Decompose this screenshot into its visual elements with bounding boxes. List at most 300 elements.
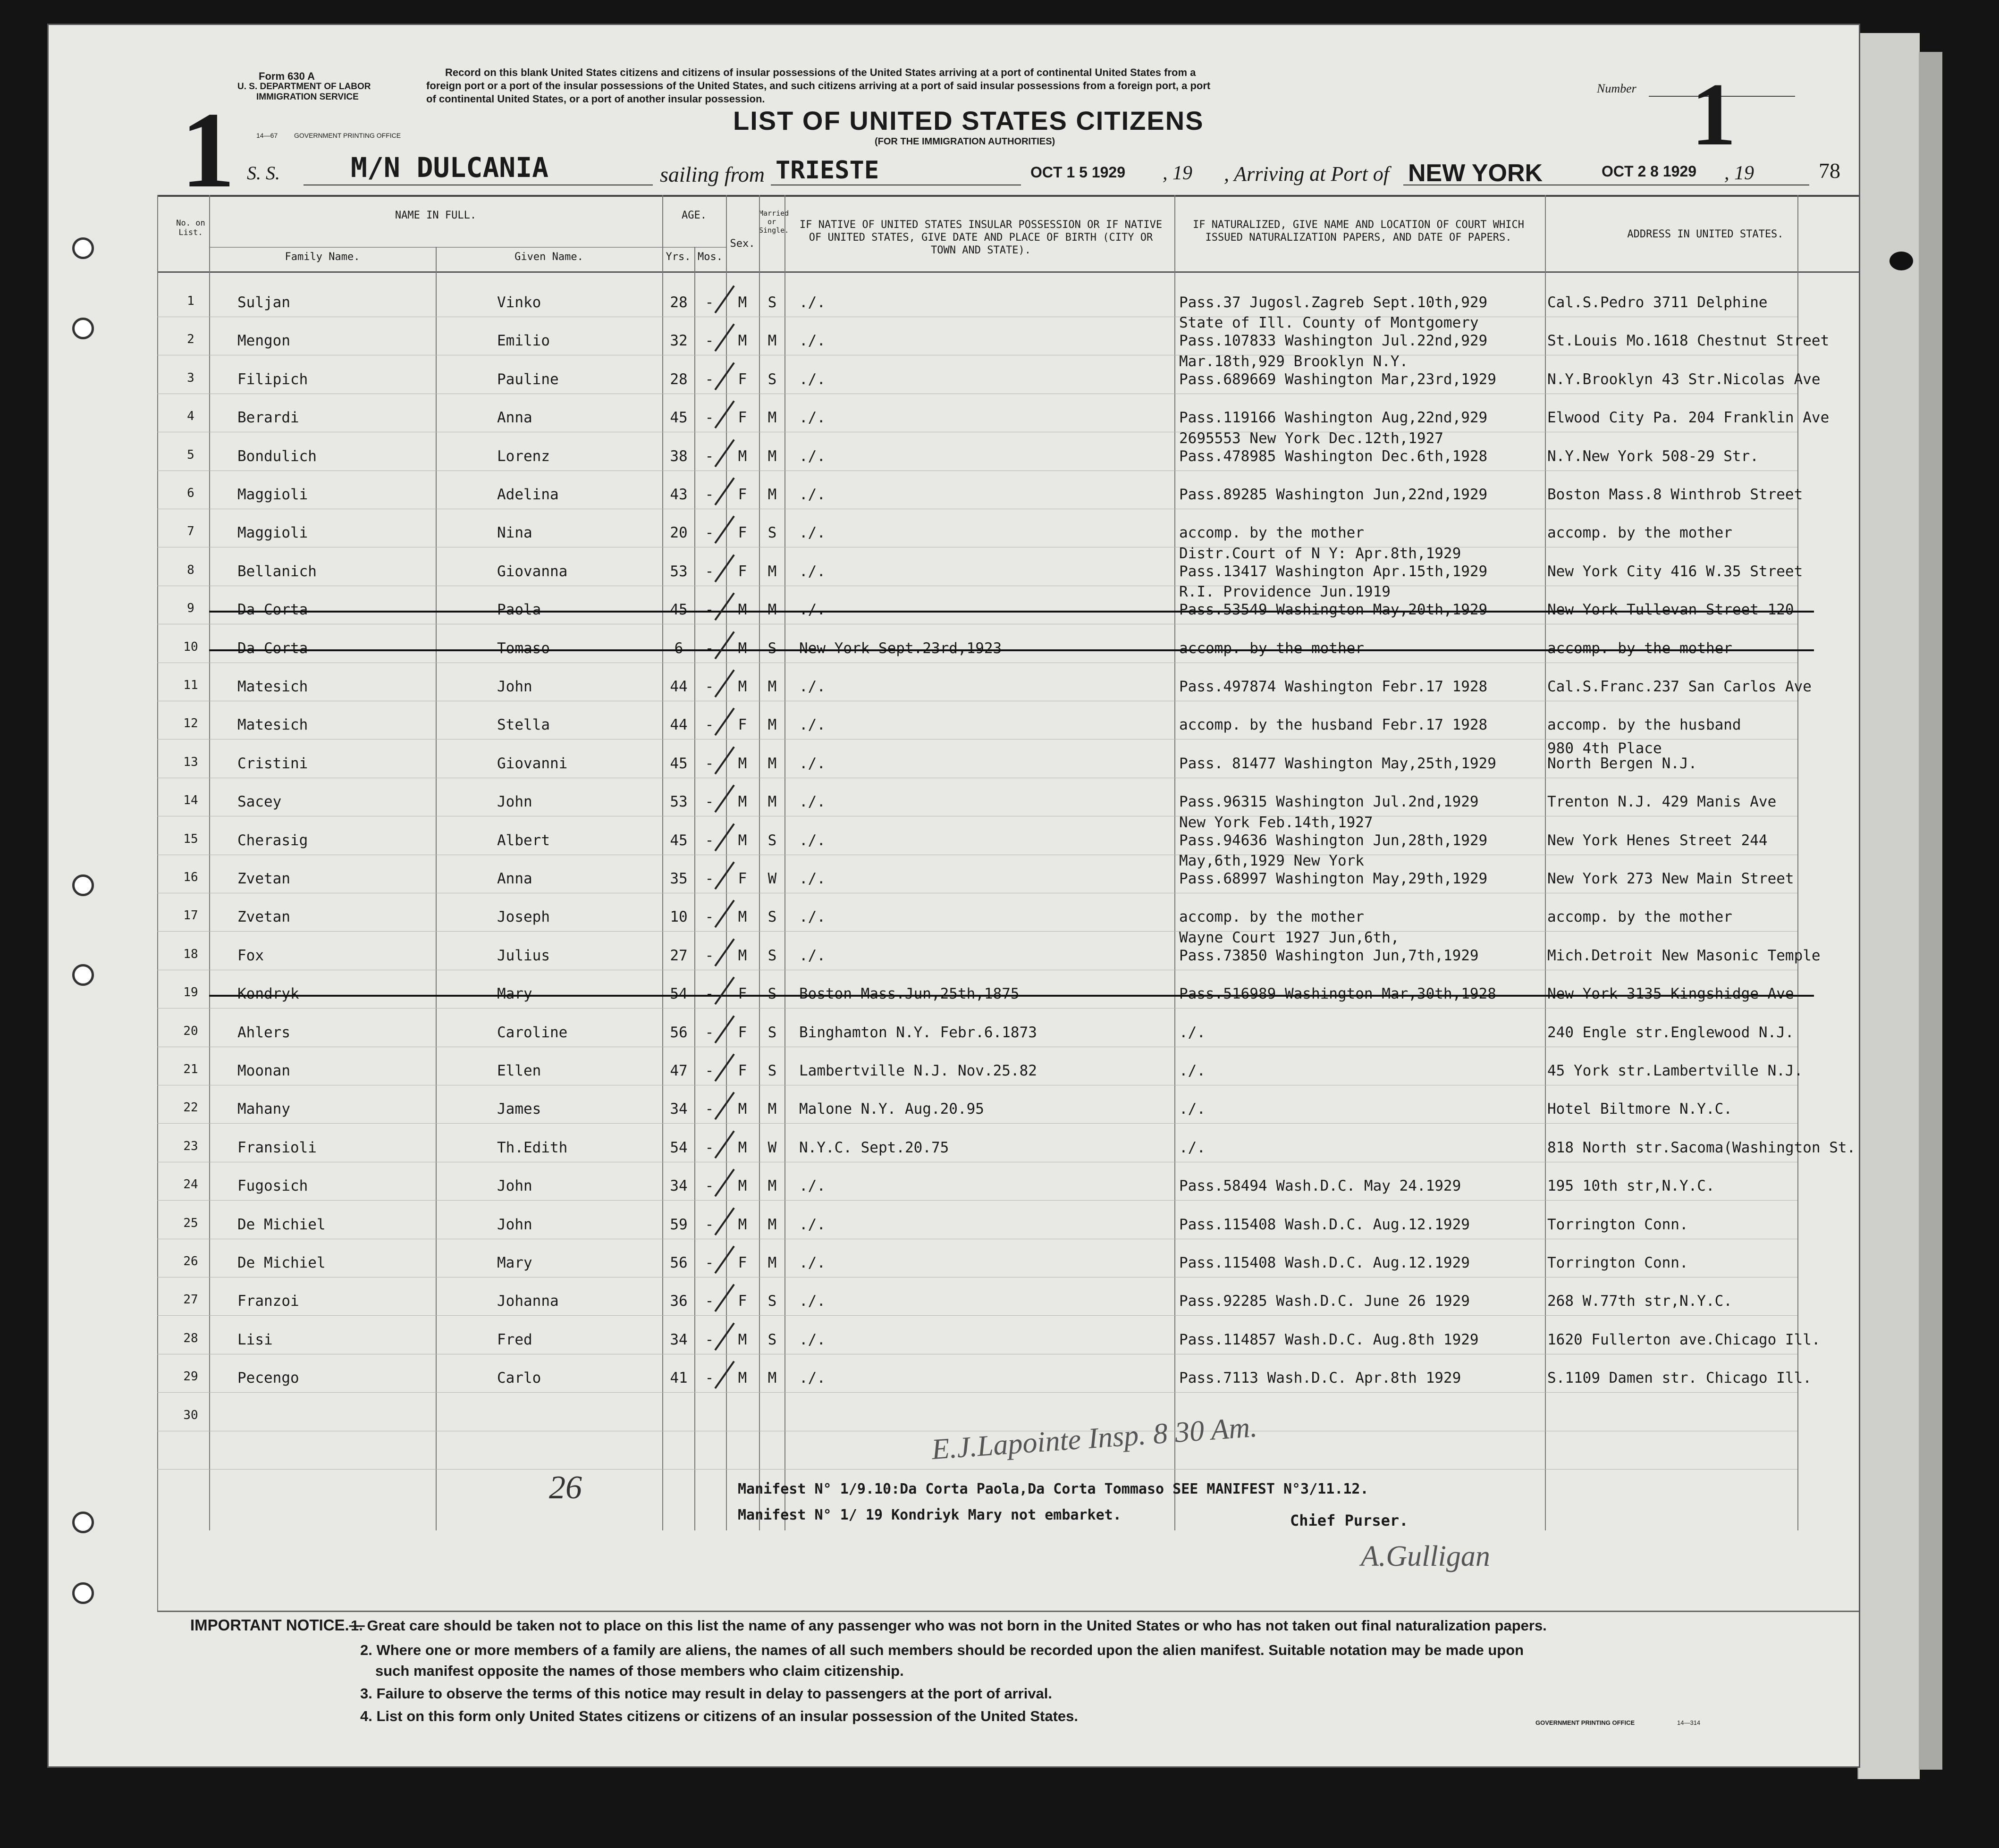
grid-line xyxy=(784,195,785,1530)
address: accomp. by the mother xyxy=(1547,639,1732,657)
sex: M xyxy=(738,294,747,311)
sex: M xyxy=(738,601,747,619)
naturalization-papers: ./. xyxy=(1179,1062,1206,1079)
birth-place: ./. xyxy=(799,409,826,427)
naturalization-court: Wayne Court 1927 Jun,6th, xyxy=(1179,929,1400,946)
inspector-signature: E.J.Lapointe Insp. 8 30 Am. xyxy=(930,1411,1258,1466)
family-name: Suljan xyxy=(237,294,290,311)
naturalization-papers: accomp. by the mother xyxy=(1179,639,1364,657)
birth-place: ./. xyxy=(799,1331,826,1348)
row-number: 3 xyxy=(187,370,194,385)
sex: M xyxy=(738,947,747,964)
row-number: 23 xyxy=(183,1139,198,1153)
address: North Bergen N.J. xyxy=(1547,755,1697,772)
given-name: Vinko xyxy=(497,294,541,311)
address: S.1109 Damen str. Chicago Ill. xyxy=(1547,1369,1812,1387)
marital-status: W xyxy=(768,870,777,887)
sex: M xyxy=(738,1369,747,1387)
age-years: 34 xyxy=(670,1177,688,1195)
address: New York Tullevan Street 120 xyxy=(1547,601,1794,619)
sex: M xyxy=(738,1216,747,1233)
family-name: Filipich xyxy=(237,370,308,388)
punch-hole xyxy=(72,237,94,259)
row-number: 21 xyxy=(183,1062,198,1076)
birth-place: ./. xyxy=(799,294,826,311)
notice-item-1: 1. Great care should be taken not to place on this list the name of any passenger who was not born in the United States or who has not taken out final naturalization papers. xyxy=(351,1617,1547,1634)
address: St.Louis Mo.1618 Chestnut Street xyxy=(1547,332,1830,350)
age-years: 56 xyxy=(670,1024,688,1041)
naturalization-papers: Pass.94636 Washington Jun,28th,1929 xyxy=(1179,832,1488,849)
age-months: - xyxy=(705,1177,714,1195)
marital-status: M xyxy=(768,678,777,695)
given-name: John xyxy=(497,793,532,811)
page-title: LIST OF UNITED STATES CITIZENS xyxy=(733,106,1204,135)
row-number: 29 xyxy=(183,1369,198,1384)
marital-status: M xyxy=(768,409,777,427)
naturalization-papers: Pass.92285 Wash.D.C. June 26 1929 xyxy=(1179,1293,1470,1310)
family-name: Maggioli xyxy=(237,524,308,542)
family-name: Maggioli xyxy=(237,486,308,503)
col-naturalization: IF NATURALIZED, GIVE NAME AND LOCATION OF COURT WHICH ISSUED NATURALIZATION PAPERS, AND DATE OF PAPERS. xyxy=(1193,219,1524,244)
agency-line-2: IMMIGRATION SERVICE xyxy=(256,92,359,102)
given-name: Emilio xyxy=(497,332,550,350)
birth-place: ./. xyxy=(799,832,826,849)
grid-line xyxy=(726,195,727,1530)
col-sex: Sex. xyxy=(730,238,755,250)
given-name: Joseph xyxy=(497,908,550,926)
marital-status: M xyxy=(768,332,777,350)
given-name: Th.Edith xyxy=(497,1139,568,1156)
row-number: 20 xyxy=(183,1024,198,1038)
family-name: Sacey xyxy=(237,793,282,811)
address: Elwood City Pa. 204 Franklin Ave xyxy=(1547,409,1830,427)
sailing-date: OCT 1 5 1929 xyxy=(1030,164,1125,181)
naturalization-court: 2695553 New York Dec.12th,1927 xyxy=(1179,429,1443,447)
age-years: 27 xyxy=(670,947,688,964)
family-name: Zvetan xyxy=(237,870,290,887)
row-number: 9 xyxy=(187,601,194,616)
birth-place: Boston Mass.Jun,25th,1875 xyxy=(799,985,1020,1003)
given-name: Giovanna xyxy=(497,563,568,580)
marital-status: M xyxy=(768,486,777,503)
age-months: - xyxy=(705,563,714,580)
age-months: - xyxy=(705,793,714,811)
naturalization-papers: Pass.89285 Washington Jun,22nd,1929 xyxy=(1179,486,1488,503)
address: 240 Engle str.Englewood N.J. xyxy=(1547,1024,1794,1041)
sex: M xyxy=(738,1331,747,1348)
sex: F xyxy=(738,985,747,1003)
arrival-date: OCT 2 8 1929 xyxy=(1602,163,1696,180)
row-number: 13 xyxy=(183,755,198,769)
family-name: Pecengo xyxy=(237,1369,299,1387)
sex: M xyxy=(738,755,747,772)
age-months: - xyxy=(705,755,714,772)
notice-heading: IMPORTANT NOTICE.— xyxy=(190,1616,365,1634)
naturalization-papers: Pass.73850 Washington Jun,7th,1929 xyxy=(1179,947,1479,964)
birth-place: Binghamton N.Y. Febr.6.1873 xyxy=(799,1024,1037,1041)
birth-place: ./. xyxy=(799,601,826,619)
chief-purser-label: Chief Purser. xyxy=(1290,1512,1409,1529)
naturalization-court: State of Ill. County of Montgomery xyxy=(1179,314,1479,332)
sex: M xyxy=(738,332,747,350)
naturalization-papers: Pass.37 Jugosl.Zagreb Sept.10th,929 xyxy=(1179,294,1488,311)
row-number: 22 xyxy=(183,1100,198,1115)
age-months: - xyxy=(705,1062,714,1079)
given-name: Caroline xyxy=(497,1024,568,1041)
sex: F xyxy=(738,563,747,580)
address: 818 North str.Sacoma(Washington St. xyxy=(1547,1139,1856,1156)
row-number: 7 xyxy=(187,524,194,539)
birth-place: Lambertville N.J. Nov.25.82 xyxy=(799,1062,1037,1079)
family-name: Matesich xyxy=(237,678,308,695)
address: New York 3135 Kingshidge Ave xyxy=(1547,985,1794,1003)
given-name: Albert xyxy=(497,832,550,849)
address: 195 10th str,N.Y.C. xyxy=(1547,1177,1715,1195)
naturalization-papers: Pass.96315 Washington Jul.2nd,1929 xyxy=(1179,793,1479,811)
age-years: 10 xyxy=(670,908,688,926)
address: N.Y.New York 508-29 Str. xyxy=(1547,447,1759,465)
address: accomp. by the husband xyxy=(1547,716,1741,734)
given-name: Nina xyxy=(497,524,532,542)
gpo-label: GOVERNMENT PRINTING OFFICE xyxy=(1535,1719,1635,1726)
page-number: 78 xyxy=(1819,159,1840,183)
punch-hole xyxy=(72,1582,94,1604)
marital-status: S xyxy=(768,639,777,657)
family-name: Cherasig xyxy=(237,832,308,849)
age-months: - xyxy=(705,370,714,388)
col-address: ADDRESS IN UNITED STATES. xyxy=(1627,228,1784,240)
naturalization-papers: Pass.13417 Washington Apr.15th,1929 xyxy=(1179,563,1488,580)
age-years: 36 xyxy=(670,1293,688,1310)
strike-through xyxy=(209,995,1814,997)
naturalization-papers: Pass. 81477 Washington May,25th,1929 xyxy=(1179,755,1496,772)
naturalization-papers: accomp. by the husband Febr.17 1928 xyxy=(1179,716,1488,734)
naturalization-papers: Pass.115408 Wash.D.C. Aug.12.1929 xyxy=(1179,1254,1470,1271)
birth-place: ./. xyxy=(799,716,826,734)
age-years: 44 xyxy=(670,716,688,734)
notice-item-2b: such manifest opposite the names of those members who claim citizenship. xyxy=(375,1663,904,1679)
age-months: - xyxy=(705,947,714,964)
col-name-in-full: NAME IN FULL. xyxy=(395,210,477,221)
naturalization-court: New York Feb.14th,1927 xyxy=(1179,814,1373,831)
birth-place: ./. xyxy=(799,793,826,811)
grid-line xyxy=(662,195,663,1530)
given-name: Adelina xyxy=(497,486,559,503)
age-years: 45 xyxy=(670,755,688,772)
marital-status: M xyxy=(768,563,777,580)
page-subtitle: (FOR THE IMMIGRATION AUTHORITIES) xyxy=(875,136,1055,147)
underlying-page xyxy=(1857,33,1920,1779)
number-label: Number xyxy=(1597,82,1636,95)
preamble-line-2: foreign port or a port of the insular possessions of the United States, and such citizens arriving at a port of said insular possessions from a foreign port, a port xyxy=(426,80,1211,92)
marital-status: M xyxy=(768,716,777,734)
naturalization-court: Distr.Court of N Y: Apr.8th,1929 xyxy=(1179,545,1461,562)
age-months: - xyxy=(705,332,714,350)
marital-status: S xyxy=(768,832,777,849)
sex: M xyxy=(738,908,747,926)
address: New York 273 New Main Street xyxy=(1547,870,1794,887)
sex: F xyxy=(738,1024,747,1041)
birth-place: ./. xyxy=(799,1177,826,1195)
family-name: Zvetan xyxy=(237,908,290,926)
address: Boston Mass.8 Winthrob Street xyxy=(1547,486,1803,503)
col-no-on-list: No. on List. xyxy=(176,218,205,237)
notice-item-2a: 2. Where one or more members of a family are aliens, the names of all such members should be recorded upon the alien manifest. Suitable notation may be made upon xyxy=(360,1642,1524,1658)
marital-status: M xyxy=(768,1254,777,1271)
address: 268 W.77th str,N.Y.C. xyxy=(1547,1293,1732,1310)
sex: F xyxy=(738,870,747,887)
birth-place: New York Sept.23rd,1923 xyxy=(799,639,1002,657)
row-rule xyxy=(157,1469,1797,1470)
given-name: John xyxy=(497,1177,532,1195)
row-rule xyxy=(157,1123,1797,1124)
family-name: Bellanich xyxy=(237,563,317,580)
birth-place: ./. xyxy=(799,678,826,695)
age-years: 53 xyxy=(670,563,688,580)
family-name: Fransioli xyxy=(237,1139,317,1156)
birth-place: ./. xyxy=(799,870,826,887)
age-months: - xyxy=(705,1216,714,1233)
address: New York Henes Street 244 xyxy=(1547,832,1768,849)
marital-status: M xyxy=(768,1216,777,1233)
naturalization-papers: Pass.58494 Wash.D.C. May 24.1929 xyxy=(1179,1177,1461,1195)
age-months: - xyxy=(705,1369,714,1387)
row-number: 26 xyxy=(183,1254,198,1268)
age-months: - xyxy=(705,601,714,619)
marital-status: M xyxy=(768,1177,777,1195)
given-name: Anna xyxy=(497,870,532,887)
given-name: John xyxy=(497,678,532,695)
age-months: - xyxy=(705,1331,714,1348)
naturalization-papers: Pass.68997 Washington May,29th,1929 xyxy=(1179,870,1488,887)
naturalization-papers: Pass.53549 Washington May,20th,1929 xyxy=(1179,601,1488,619)
row-number: 8 xyxy=(187,563,194,577)
grid-line xyxy=(436,247,437,1530)
age-months: - xyxy=(705,1100,714,1118)
notice-item-4: 4. List on this form only United States citizens or citizens of an insular possession of the United States. xyxy=(360,1708,1078,1724)
row-number: 1 xyxy=(187,294,194,308)
marital-status: S xyxy=(768,1024,777,1041)
family-name: Kondryk xyxy=(237,985,299,1003)
family-name: Berardi xyxy=(237,409,299,427)
naturalization-papers: Pass.497874 Washington Febr.17 1928 xyxy=(1179,678,1488,695)
form-id: Form 630 A xyxy=(259,70,315,82)
row-number: 11 xyxy=(183,678,198,692)
marital-status: S xyxy=(768,524,777,542)
age-years: 20 xyxy=(670,524,688,542)
row-number: 10 xyxy=(183,639,198,654)
given-name: Julius xyxy=(497,947,550,964)
birth-place: ./. xyxy=(799,947,826,964)
row-number: 25 xyxy=(183,1216,198,1230)
row-number: 24 xyxy=(183,1177,198,1192)
sex: F xyxy=(738,1062,747,1079)
birth-place: ./. xyxy=(799,563,826,580)
printing-office-label: GOVERNMENT PRINTING OFFICE xyxy=(294,132,401,139)
grid-line xyxy=(1174,195,1175,1530)
family-name: Franzoi xyxy=(237,1293,299,1310)
address: accomp. by the mother xyxy=(1547,908,1732,926)
birth-place: Malone N.Y. Aug.20.95 xyxy=(799,1100,984,1118)
given-name: Mary xyxy=(497,1254,532,1271)
birth-place: ./. xyxy=(799,908,826,926)
given-name: Mary xyxy=(497,985,532,1003)
birth-place: ./. xyxy=(799,1293,826,1310)
age-years: 45 xyxy=(670,832,688,849)
row-number: 6 xyxy=(187,486,194,500)
marital-status: S xyxy=(768,1293,777,1310)
age-years: 28 xyxy=(670,294,688,311)
age-months: - xyxy=(705,985,714,1003)
age-months: - xyxy=(705,1139,714,1156)
sailing-from: TRIESTE xyxy=(776,156,879,185)
naturalization-papers: Pass.478985 Washington Dec.6th,1928 xyxy=(1179,447,1488,465)
age-years: 44 xyxy=(670,678,688,695)
naturalization-papers: ./. xyxy=(1179,1139,1206,1156)
naturalization-papers: Pass.7113 Wash.D.C. Apr.8th 1929 xyxy=(1179,1369,1461,1387)
age-months: - xyxy=(705,486,714,503)
grid-line xyxy=(1545,195,1546,1530)
grid-line xyxy=(209,195,210,1530)
punch-hole xyxy=(72,1512,94,1533)
strike-through xyxy=(209,649,1814,651)
marital-status: S xyxy=(768,370,777,388)
family-name: Bondulich xyxy=(237,447,317,465)
grid-line xyxy=(759,195,760,1530)
sex: M xyxy=(738,1177,747,1195)
col-birth-place: IF NATIVE OF UNITED STATES INSULAR POSSESSION OR IF NATIVE OF UNITED STATES, GIVE DATE AND PLACE OF BIRTH (CITY OR TOWN AND STATE). xyxy=(799,219,1163,256)
naturalization-papers: Pass.107833 Washington Jul.22nd,929 xyxy=(1179,332,1488,350)
age-months: - xyxy=(705,1254,714,1271)
age-months: - xyxy=(705,447,714,465)
naturalization-court: May,6th,1929 New York xyxy=(1179,852,1364,869)
address: Hotel Biltmore N.Y.C. xyxy=(1547,1100,1732,1118)
family-name: Ahlers xyxy=(237,1024,290,1041)
address: 1620 Fullerton ave.Chicago Ill. xyxy=(1547,1331,1821,1348)
marital-status: S xyxy=(768,908,777,926)
sex: F xyxy=(738,524,747,542)
given-name: Giovanni xyxy=(497,755,568,772)
ink-blot xyxy=(1889,252,1913,270)
punch-hole xyxy=(72,874,94,896)
given-name: Carlo xyxy=(497,1369,541,1387)
family-name: Cristini xyxy=(237,755,308,772)
sex: M xyxy=(738,639,747,657)
family-name: De Michiel xyxy=(237,1254,326,1271)
address: Torrington Conn. xyxy=(1547,1254,1688,1271)
sex: M xyxy=(738,1100,747,1118)
row-number: 15 xyxy=(183,832,198,846)
footer-rule xyxy=(157,1611,1859,1612)
naturalization-papers: Pass.119166 Washington Aug,22nd,929 xyxy=(1179,409,1488,427)
naturalization-papers: Pass.516989 Washington Mar,30th,1928 xyxy=(1179,985,1496,1003)
tally-mark: 26 xyxy=(549,1470,582,1506)
age-years: 41 xyxy=(670,1369,688,1387)
address: Torrington Conn. xyxy=(1547,1216,1688,1233)
naturalization-papers: Pass.115408 Wash.D.C. Aug.12.1929 xyxy=(1179,1216,1470,1233)
age-years: 6 xyxy=(674,639,683,657)
row-number: 17 xyxy=(183,908,198,923)
family-name: Da Corta xyxy=(237,639,308,657)
age-months: - xyxy=(705,524,714,542)
gpo-code: 14—314 xyxy=(1677,1719,1701,1726)
family-name: De Michiel xyxy=(237,1216,326,1233)
family-name: Da Corta xyxy=(237,601,308,619)
col-given-name: Given Name. xyxy=(515,251,583,263)
age-years: 56 xyxy=(670,1254,688,1271)
given-name: Stella xyxy=(497,716,550,734)
sex: F xyxy=(738,370,747,388)
address: accomp. by the mother xyxy=(1547,524,1732,542)
row-rule xyxy=(157,470,1797,471)
family-name: Lisi xyxy=(237,1331,273,1348)
sailing-label: sailing from xyxy=(660,162,765,186)
marital-status: M xyxy=(768,601,777,619)
naturalization-papers: ./. xyxy=(1179,1024,1206,1041)
row-number: 27 xyxy=(183,1293,198,1307)
arriving-label: , Arriving at Port of xyxy=(1224,162,1389,185)
given-name: Pauline xyxy=(497,370,559,388)
sailing-year-label: , 19 xyxy=(1163,162,1192,184)
given-name: Lorenz xyxy=(497,447,550,465)
row-rule xyxy=(157,1315,1797,1316)
col-family-name: Family Name. xyxy=(285,251,360,263)
manifest-note-1: Manifest N° 1/9.10:Da Corta Paola,Da Corta Tommaso SEE MANIFEST N°3/11.12. xyxy=(738,1481,1369,1497)
age-years: 34 xyxy=(670,1100,688,1118)
underlying-page-edge xyxy=(1919,52,1942,1770)
naturalization-papers: accomp. by the mother xyxy=(1179,524,1364,542)
row-number: 28 xyxy=(183,1331,198,1345)
row-number: 4 xyxy=(187,409,194,424)
sex: F xyxy=(738,409,747,427)
marital-status: W xyxy=(768,1139,777,1156)
family-name: Fugosich xyxy=(237,1177,308,1195)
age-years: 38 xyxy=(670,447,688,465)
number-value: 1 xyxy=(1691,65,1736,164)
sex: F xyxy=(738,486,747,503)
age-years: 54 xyxy=(670,985,688,1003)
address: Mich.Detroit New Masonic Temple xyxy=(1547,947,1821,964)
print-code: 14—67 xyxy=(256,132,278,139)
address: Cal.S.Pedro 3711 Delphine xyxy=(1547,294,1768,311)
purser-signature: A.Gulligan xyxy=(1361,1540,1490,1572)
ship-name: M/N DULCANIA xyxy=(351,151,549,184)
birth-place: ./. xyxy=(799,486,826,503)
marital-status: S xyxy=(768,1062,777,1079)
row-number: 30 xyxy=(183,1408,198,1422)
marital-status: S xyxy=(768,985,777,1003)
age-years: 32 xyxy=(670,332,688,350)
birth-place: N.Y.C. Sept.20.75 xyxy=(799,1139,949,1156)
row-rule xyxy=(157,931,1797,932)
col-married-single: Married or Single. xyxy=(759,209,789,235)
family-name: Fox xyxy=(237,947,264,964)
address-line-1: 980 4th Place xyxy=(1547,739,1662,757)
sex: M xyxy=(738,832,747,849)
sex: M xyxy=(738,1139,747,1156)
marital-status: M xyxy=(768,793,777,811)
row-rule xyxy=(157,1200,1797,1201)
address: 45 York str.Lambertville N.J. xyxy=(1547,1062,1803,1079)
naturalization-papers: Pass.114857 Wash.D.C. Aug.8th 1929 xyxy=(1179,1331,1479,1348)
address: New York City 416 W.35 Street xyxy=(1547,563,1803,580)
row-number: 14 xyxy=(183,793,198,808)
manifest-note-2: Manifest N° 1/ 19 Kondriyk Mary not embarket. xyxy=(738,1507,1122,1523)
naturalization-papers: accomp. by the mother xyxy=(1179,908,1364,926)
sex: M xyxy=(738,793,747,811)
birth-place: ./. xyxy=(799,370,826,388)
col-age-months: Mos. xyxy=(698,251,723,263)
